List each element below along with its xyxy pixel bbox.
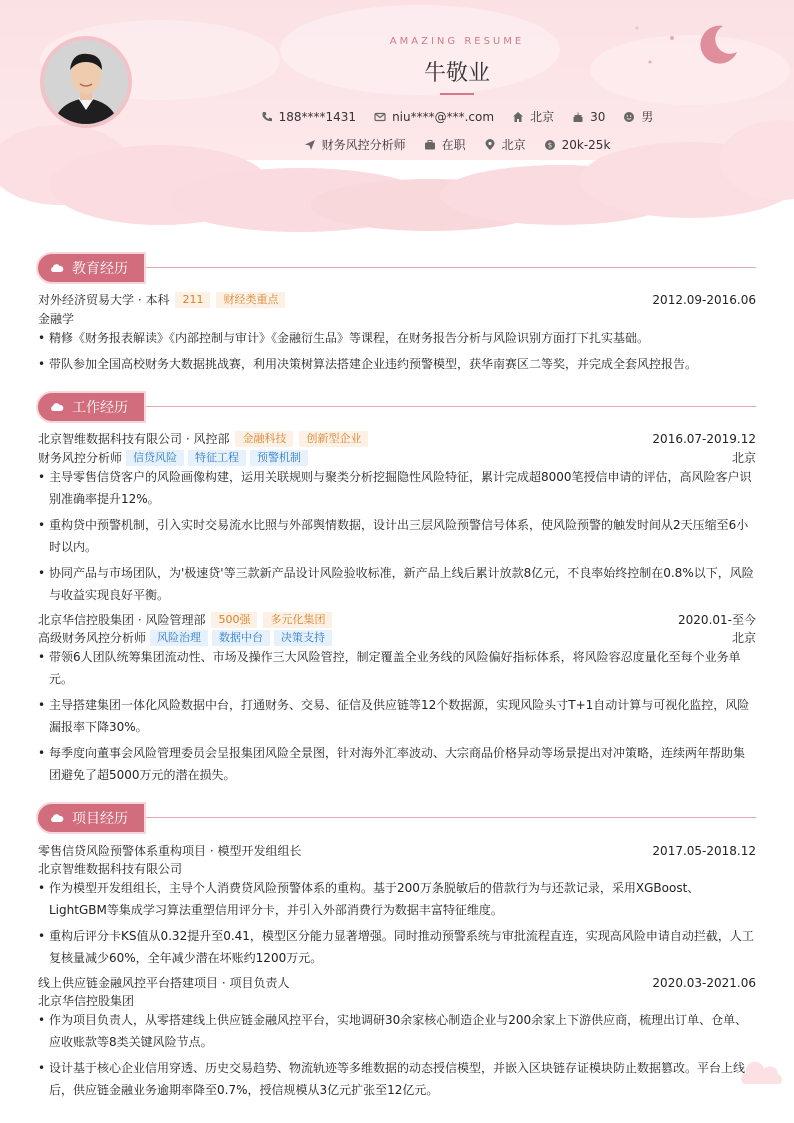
project-date: 2017.05-2018.12	[652, 843, 756, 858]
project-bullet: • 作为模型开发组组长，主导个人消费贷风险预警体系的重构。基于200万条脱敏后的借款行为与还款记录，采用XGBoost、LightGBM等集成学习算法重塑信用评分卡，并引入外部消费行为数据丰富特征维度。	[38, 877, 756, 921]
education-major-row	[38, 310, 756, 327]
email-text: niu****@***.com	[392, 109, 495, 124]
send-icon	[304, 139, 316, 151]
project-date: 2020.03-2021.06	[652, 975, 756, 990]
project-org: 北京华信控股集团	[38, 994, 135, 1008]
job-bullet: • 主导零售信贷客户的风险画像构建，运用关联规则与聚类分析挖掘隐性风险特征，累计完成超8000笔授信申请的评估，高风险客户识别准确率提升12%。	[38, 466, 756, 510]
tagline: AMAZING RESUME	[389, 36, 525, 47]
section-title-text: 项目经历	[72, 811, 128, 827]
section-title-text: 工作经历	[72, 400, 128, 416]
project-bullet: • 设计基于核心企业信用穿透、历史交易趋势、物流轨迹等多维数据的动态授信模型，并嵌入区块链存证模块防止数据篡改。平台上线后，供应链金融业务逾期率降至0.7%，授信规模从3亿元扩张至12亿元。	[38, 1057, 756, 1101]
phone-item	[261, 108, 356, 125]
job-date: 2020.01-至今	[678, 613, 756, 627]
skill-tag: 预警机制	[250, 450, 308, 466]
job-head	[38, 430, 756, 447]
project-org: 北京智维数据科技有限公司	[38, 862, 183, 876]
skill-tag: 决策支持	[274, 630, 332, 646]
section-divider	[146, 406, 756, 407]
city-text: 北京	[530, 110, 555, 124]
target-city-text: 北京	[501, 138, 526, 152]
job-role: 财务风控分析师	[38, 451, 123, 465]
project-head	[38, 974, 756, 991]
project-org-row	[38, 860, 756, 877]
job-bullet: • 带领6人团队统筹集团流动性、市场及操作三大风险管控，制定覆盖全业务线的风险偏好指标体系，将风险容忍度量化至每个业务单元。	[38, 646, 756, 690]
position-item	[304, 136, 406, 153]
company-tag: 创新型企业	[299, 431, 368, 447]
skill-tag: 数据中台	[212, 630, 270, 646]
status-text: 在职	[441, 138, 466, 152]
location-icon	[484, 139, 496, 151]
home-icon	[512, 111, 524, 123]
salary-item	[544, 136, 611, 153]
age-text: 30	[590, 109, 606, 124]
school-tag: 211	[175, 292, 210, 308]
job-city: 北京	[731, 451, 756, 465]
company-tag: 金融科技	[235, 431, 293, 447]
education-bullet: • 带队参加全国高校财务大数据挑战赛，利用决策树算法搭建企业违约预警模型，获华南赛区二等奖，并完成全套风控报告。	[38, 353, 756, 375]
job-role-row	[38, 449, 756, 466]
status-item	[424, 136, 466, 153]
section-pill	[36, 802, 146, 834]
corner-cloud-decoration	[738, 1060, 786, 1086]
job-intent-row	[0, 136, 794, 153]
job-role: 高级财务风控分析师	[38, 631, 147, 645]
section-pill	[36, 391, 146, 423]
email-item	[374, 108, 494, 125]
education-section-title	[36, 252, 146, 284]
cake-icon	[572, 111, 584, 123]
job-bullet: • 主导搭建集团一体化风险数据中台，打通财务、交易、征信及供应链等12个数据源，实现风险头寸T+1自动计算与可视化监控，风险漏报率下降30%。	[38, 694, 756, 738]
target-city-item	[484, 136, 526, 153]
gender-item	[623, 108, 653, 125]
mail-icon	[374, 111, 386, 123]
phone-icon	[261, 111, 273, 123]
project-bullet: • 重构后评分卡KS值从0.32提升至0.41，模型区分能力显著增强。同时推动预警系统与审批流程直连，实现高风险申请自动拦截，人工复核量减少60%，全年减少潜在坏账约1200万元。	[38, 925, 756, 969]
job-role-row	[38, 629, 756, 646]
project-name: 线上供应链金融风控平台搭建项目 · 项目负责人	[38, 976, 290, 990]
skill-tag: 信贷风险	[126, 450, 184, 466]
education-bullet: • 精修《财务报表解读》《内部控制与审计》《金融衍生品》等课程，在财务报告分析与风险识别方面打下扎实基础。	[38, 327, 756, 349]
cloud-icon	[50, 402, 64, 412]
briefcase-icon	[424, 139, 436, 151]
work-section-title	[36, 391, 146, 423]
school-tag: 财经类重点	[216, 292, 285, 308]
section-divider	[146, 267, 756, 268]
education-head	[38, 291, 756, 308]
job-city: 北京	[731, 631, 756, 645]
company-tag: 多元化集团	[263, 612, 332, 628]
phone-text: 188****1431	[278, 109, 357, 124]
svg-text:$: $	[547, 141, 552, 150]
section-pill	[36, 252, 146, 284]
projects-section-title	[36, 802, 146, 834]
resume-header	[0, 0, 794, 240]
city-item	[512, 108, 554, 125]
cloud-icon	[50, 263, 64, 273]
major: 金融学	[38, 312, 75, 326]
section-divider	[146, 817, 756, 818]
project-bullet: • 作为项目负责人，从零搭建线上供应链金融风控平台，实地调研30余家核心制造企业与200余家上下游供应商，梳理出订单、仓单、应收账款等8类关键风险节点。	[38, 1009, 756, 1053]
contact-row	[0, 108, 794, 125]
section-title-text: 教育经历	[72, 261, 128, 277]
job-head	[38, 611, 756, 628]
company-tag: 500强	[211, 612, 257, 628]
smile-icon	[623, 111, 635, 123]
candidate-name: 牛敬业	[423, 61, 490, 86]
skill-tag: 风险治理	[150, 630, 208, 646]
project-name: 零售信贷风险预警体系重构项目 · 模型开发组组长	[38, 844, 302, 858]
name-underline	[440, 93, 474, 95]
job-bullet: • 每季度向董事会风险管理委员会呈报集团风险全景图，针对海外汇率波动、大宗商品价格异动等场景提出对冲策略，连续两年帮助集团避免了超5000万元的潜在损失。	[38, 742, 756, 786]
salary-text: 20k-25k	[561, 137, 611, 152]
age-item	[572, 108, 605, 125]
job-bullet: • 重构贷中预警机制，引入实时交易流水比照与外部舆情数据，设计出三层风险预警信号体系，使风险预警的触发时间从2天压缩至6小时以内。	[38, 514, 756, 558]
skill-tag: 特征工程	[188, 450, 246, 466]
school-name: 对外经济贸易大学 · 本科	[38, 293, 170, 307]
education-date: 2012.09-2016.06	[652, 292, 756, 307]
company-name: 北京智维数据科技有限公司 · 风控部	[38, 432, 230, 446]
project-head	[38, 842, 756, 859]
gender-text: 男	[641, 110, 654, 124]
money-icon	[544, 139, 556, 151]
position-text: 财务风控分析师	[321, 138, 406, 152]
job-bullet: • 协同产品与市场团队，为'极速贷'等三款新产品设计风险验收标准，新产品上线后累计放款8亿元，不良率始终控制在0.8%以下，风险与收益实现良好平衡。	[38, 562, 756, 606]
job-date: 2016.07-2019.12	[652, 431, 756, 446]
project-org-row	[38, 992, 756, 1009]
cloud-icon	[50, 813, 64, 823]
company-name: 北京华信控股集团 · 风险管理部	[38, 613, 206, 627]
